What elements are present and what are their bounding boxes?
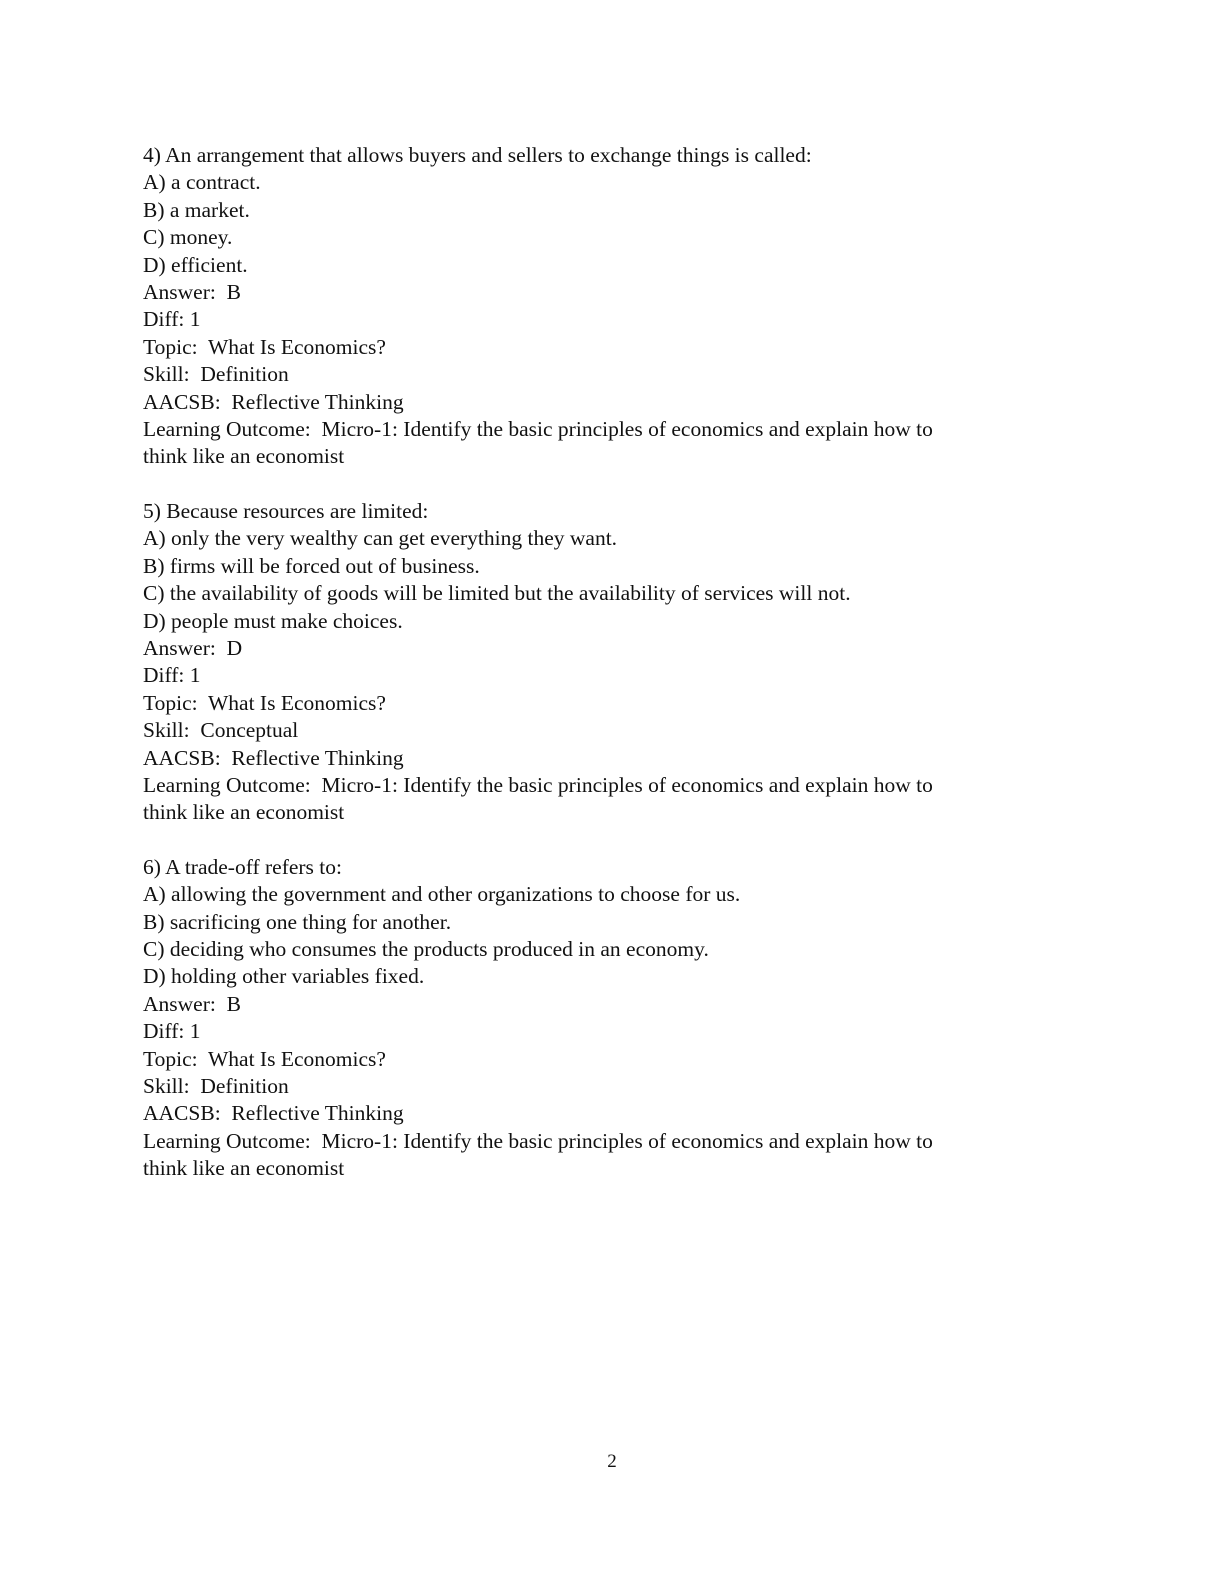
question-5: [143, 498, 1043, 827]
skill: Skill: Conceptual: [143, 718, 299, 743]
option-d: D) holding other variables fixed.: [143, 964, 425, 989]
aacsb: AACSB: Reflective Thinking: [143, 389, 404, 414]
question-stem: 4) An arrangement that allows buyers and sellers to exchange things is called:: [143, 143, 812, 167]
question-stem: 6) A trade-off refers to:: [143, 854, 343, 879]
aacsb: AACSB: Reflective Thinking: [143, 745, 404, 770]
option-a: A) allowing the government and other organizations to choose for us.: [143, 882, 741, 907]
difficulty: Diff: 1: [143, 307, 201, 332]
question-4: [143, 142, 1043, 471]
answer: Answer: B: [143, 280, 241, 305]
option-c: C) the availability of goods will be limited but the availability of services will not.: [143, 581, 851, 606]
difficulty: Diff: 1: [143, 663, 201, 688]
learning-outcome-continued: think like an economist: [143, 800, 345, 825]
option-c: C) deciding who consumes the products produced in an economy.: [143, 936, 709, 961]
option-a: A) a contract.: [143, 170, 261, 195]
question-list: [143, 142, 1043, 1210]
option-d: D) people must make choices.: [143, 608, 403, 633]
option-d: D) efficient.: [143, 252, 248, 277]
topic: Topic: What Is Economics?: [143, 690, 386, 715]
option-b: B) sacrificing one thing for another.: [143, 909, 452, 934]
learning-outcome-continued: think like an economist: [143, 444, 345, 469]
option-a: A) only the very wealthy can get everything they want.: [143, 526, 618, 551]
difficulty: Diff: 1: [143, 1019, 201, 1044]
learning-outcome: Learning Outcome: Micro-1: Identify the basic principles of economics and explain how to: [143, 772, 933, 797]
answer: Answer: D: [143, 635, 243, 660]
topic: Topic: What Is Economics?: [143, 334, 386, 359]
skill: Skill: Definition: [143, 1074, 289, 1098]
question-stem: 5) Because resources are limited:: [143, 498, 429, 523]
option-c: C) money.: [143, 225, 233, 250]
topic: Topic: What Is Economics?: [143, 1046, 386, 1071]
learning-outcome: Learning Outcome: Micro-1: Identify the basic principles of economics and explain how to: [143, 1128, 933, 1153]
page-number: 2: [607, 1451, 617, 1472]
option-b: B) a market.: [143, 197, 250, 222]
aacsb: AACSB: Reflective Thinking: [143, 1101, 404, 1126]
learning-outcome-continued: think like an economist: [143, 1156, 345, 1181]
learning-outcome: Learning Outcome: Micro-1: Identify the basic principles of economics and explain how to: [143, 417, 933, 442]
question-6: [143, 854, 1043, 1183]
answer: Answer: B: [143, 991, 241, 1016]
option-b: B) firms will be forced out of business.: [143, 553, 480, 578]
skill: Skill: Definition: [143, 362, 289, 387]
